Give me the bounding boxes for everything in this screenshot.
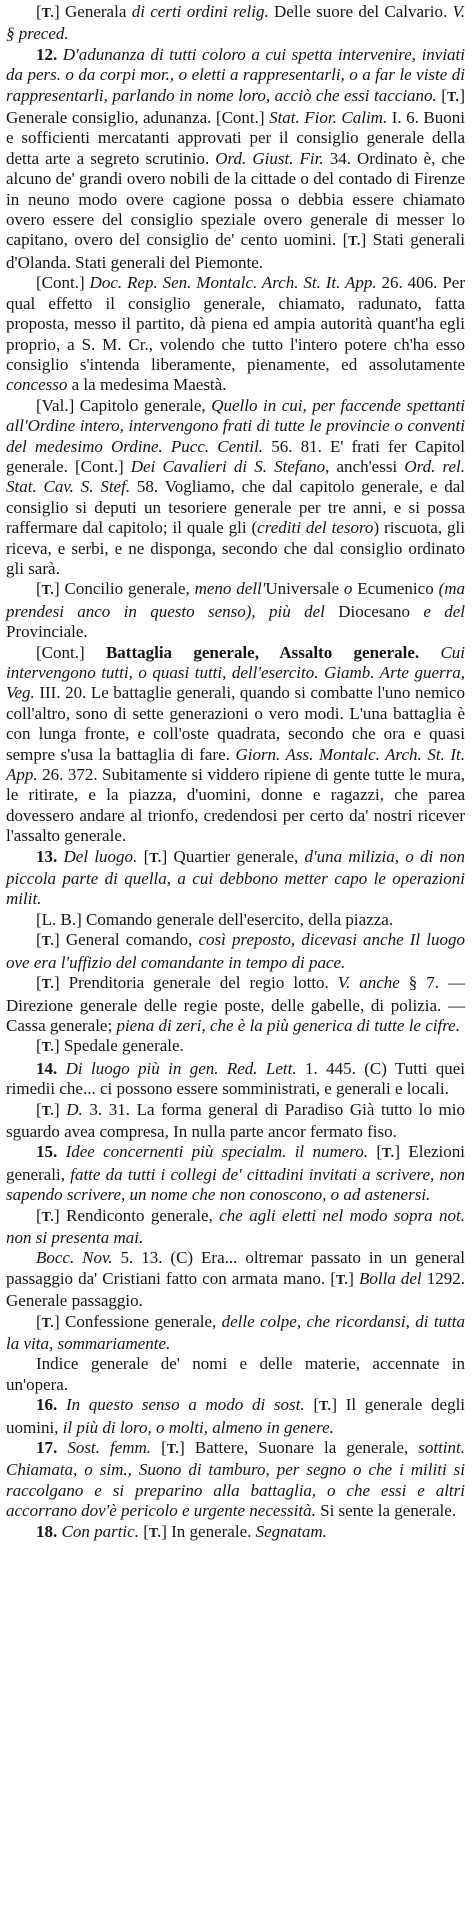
text-run: [ — [151, 1438, 167, 1458]
text-run: ] Spedale generale. — [54, 1036, 184, 1056]
text-run: ) riscuota, gli riceva, e serbi, e ne disponga, secondo che dal consiglio ordinato gli sarà. — [6, 518, 465, 578]
text-run: 26. 406. Per qual effetto il consiglio generale, chiamato, radunato, fatta proposta, messo il partito, dà piena ed ampia autorità quant'ha egli proprio, a S. M. Cr., volendo che tutto l'intero potere ch'ha esso consiglio s'intenda liberamente, pienamente, ed assolutamente — [6, 273, 465, 374]
text-run: 1292. Generale passaggio. — [6, 1268, 465, 1311]
text-run: Con partic. — [61, 1521, 139, 1541]
text-run: ] — [54, 1099, 67, 1119]
text-run: Di luogo più in gen. Red. Lett. — [65, 1058, 297, 1078]
text-run: ] Prenditoria generale del regio lotto. — [54, 973, 338, 993]
text-run: piena di zeri, che è la più generica di tutte le cifre. — [116, 1015, 460, 1035]
text-run: T. — [41, 1103, 55, 1119]
text-run: Doc. Rep. Sen. Montalc. Arch. St. It. App. — [89, 273, 377, 293]
text-run: Dei Cavalieri di S. Stefano — [130, 456, 326, 476]
text-run: Battaglia generale, Assalto generale. — [105, 642, 420, 662]
text-run: Universale — [265, 579, 344, 599]
text-run: [ — [36, 1036, 42, 1056]
text-run: [ — [304, 1395, 319, 1415]
text-run: 12. — [36, 44, 63, 64]
text-run: d'una milizia, o di non piccola parte di quella, a cui debbono metter capo le operazioni milit. — [6, 846, 465, 909]
text-run: T. — [382, 1146, 395, 1162]
text-run: [ — [36, 930, 42, 950]
text-run: crediti del tesoro — [257, 518, 374, 538]
text-run: D. — [66, 1099, 83, 1119]
text-run: Quello in cui, per faccende spettanti all'Ordine intero, intervengono frati di tutte le provincie o conventi del medesimo Ordine. Pucc. Centil. — [6, 395, 465, 456]
text-run: [ — [36, 973, 42, 993]
entry-paragraph — [6, 930, 465, 973]
text-run: 18. — [36, 1521, 62, 1541]
text-run: 34. Ordinato è, che alcuno de' grandi overo nobili de la cittade o del contado di Firenze in neuno modo overe cagione possa o debbia essere chiamato overo essere del consiglio speziale overo generale di messer lo capitano, overo del consiglio de' cento uomini. [ — [6, 148, 465, 250]
text-run: T. — [148, 1525, 162, 1541]
text-run: a la medesima Maestà. — [67, 375, 227, 395]
text-run: [ — [36, 1099, 42, 1119]
text-run: ] Elezioni generali, — [6, 1142, 465, 1184]
entry-paragraph — [6, 973, 465, 1036]
text-run: T. — [335, 1272, 349, 1288]
text-run: ] Generale consiglio, adunanza. [Cont.] — [6, 85, 465, 128]
text-run: [ — [436, 85, 447, 105]
entry-paragraph — [6, 1206, 465, 1249]
text-run: Diocesano — [324, 601, 424, 621]
text-run: 26. 372. Subitamente si viddero ripiene di gente tutte le mura, le ritirate, e la piazza, d'uomini, donne e ragazzi, che parea dovessero andare al trionfo, credendosi per certo da' nostri ricever l'assalto generale. — [6, 765, 465, 846]
text-run: [Cont.] — [36, 273, 90, 293]
text-run: 15. — [36, 1142, 66, 1162]
text-run: Bocc. Nov. — [36, 1248, 113, 1268]
text-run: T. — [41, 1209, 55, 1225]
entry-paragraph — [6, 1522, 465, 1544]
text-run: Bolla del — [358, 1268, 422, 1288]
entry-paragraph — [6, 2, 465, 45]
entry-paragraph — [6, 579, 465, 642]
text-run: ] In generale. — [161, 1521, 256, 1541]
entry-paragraph — [6, 1395, 465, 1438]
text-run: [ — [137, 846, 150, 866]
text-run: (ma prendesi anco in questo senso), più del — [6, 579, 466, 621]
text-run: così preposto, dicevasi anche Il luogo ove era l'uffizio del comandante in tempo di pace. — [6, 930, 465, 972]
text-run: [ — [138, 1521, 149, 1541]
entry-paragraph — [6, 1438, 465, 1522]
entry-paragraph — [6, 1036, 465, 1058]
text-run: [ — [368, 1142, 383, 1162]
entry-paragraph — [6, 45, 465, 273]
entry-paragraph — [6, 1248, 465, 1311]
text-run: T. — [41, 1040, 55, 1056]
text-run: Del luogo. — [63, 846, 138, 866]
text-run: D'adunanza di tutti coloro a cui spetta intervenire, inviati da pers. o da corpi mor., o eletti a rappresentarli, o a far le viste di rappresentarli, parlando in nome loro, acciò che essi tacciano. — [6, 44, 466, 105]
text-run: 14. — [36, 1058, 66, 1078]
text-run: il più di loro, o molti, almeno in genere. — [62, 1417, 334, 1437]
text-run: 3. 31. La forma general di Paradiso Già tutto lo mio sguardo avea compresa, In nulla parte ancor fermato fiso. — [6, 1099, 465, 1141]
text-run: 5. 13. (C) Era... oltremar passato in un general passaggio da' Cristiani fatto con armata mano. [ — [6, 1248, 466, 1288]
text-run: o — [343, 579, 353, 599]
text-run: In questo senso a modo di sost. — [65, 1395, 305, 1415]
text-run: ] Quartier generale, — [161, 846, 305, 866]
text-run: ] Confessione generale, — [54, 1311, 222, 1331]
text-run: ] Generala — [54, 2, 132, 21]
text-run: T. — [348, 234, 361, 250]
text-run: Provinciale. — [6, 622, 88, 642]
text-run: 58. Vogliamo, che dal capitolo generale, e dal consiglio si deputi un tesoriere generale per tre anni, e si possa raffermare dal capitolo; il quale gli ( — [6, 477, 466, 538]
text-run: di certi ordini relig. — [131, 2, 269, 21]
text-run: ] Battere, Suonare la generale, — [179, 1438, 419, 1458]
text-run: ] Rendiconto generale, — [54, 1205, 220, 1225]
text-run: T. — [41, 583, 55, 599]
text-run: Ecumenico — [352, 579, 439, 599]
dictionary-entry-body — [6, 2, 465, 1544]
text-run: [ — [36, 579, 42, 599]
text-run: I. 6. Buoni e sofficienti mercatanti approvati per il consiglio generale della detta arte a segreto scrutinio. — [6, 108, 465, 168]
text-run: fatte da tutti i collegi de' cittadini invitati a scrivere, non sapendo scrivere, un nome che non conoscono, o ad astenersi. — [6, 1164, 466, 1205]
text-run: T. — [41, 977, 55, 993]
text-run: , anch'essi — [325, 456, 405, 476]
entry-paragraph — [6, 1312, 465, 1355]
text-run: T. — [318, 1399, 332, 1415]
entry-paragraph — [6, 396, 465, 580]
text-run: T. — [166, 1442, 180, 1458]
text-run: T. — [41, 1315, 55, 1331]
text-run: 17. — [36, 1438, 68, 1458]
text-run: meno dell' — [194, 579, 266, 599]
text-run: [Val.] Capitolo generale, — [36, 395, 212, 415]
text-run: Idee concernenti più specialm. il numero. — [65, 1142, 369, 1162]
text-run: ] Stati generali d'Olanda. Stati generali del Piemonte. — [6, 230, 465, 272]
text-run: Indice generale de' nomi e delle materie, accennate in un'opera. — [6, 1354, 465, 1394]
text-run: 1. 445. (C) Tutti quei rimedii che... ci possono essere somministrati, e generali e locali. — [6, 1058, 465, 1099]
text-run: Giorn. Ass. Montalc. Arch. St. It. App. — [6, 744, 465, 785]
entry-paragraph — [6, 1142, 465, 1205]
text-run: che agli eletti nel modo sopra not. non si presenta mai. — [6, 1205, 465, 1247]
text-run: ] — [348, 1268, 359, 1288]
text-run: [ — [36, 1205, 42, 1225]
text-run: T. — [149, 850, 162, 866]
text-run: [Cont.] — [36, 642, 106, 662]
text-run — [419, 643, 440, 662]
entry-paragraph — [6, 1354, 465, 1395]
text-run: Cui intervengono tutti, o quasi tutti, dell'esercito. Giamb. Arte guerra, Veg. — [6, 642, 466, 703]
text-run: 13. — [36, 846, 64, 866]
text-run: V. § preced. — [6, 2, 465, 44]
text-run: Segnatam. — [255, 1521, 327, 1541]
text-run: T. — [41, 934, 55, 950]
text-run: 56. 81. E' frati fer Capitol generale. [Cont.] — [6, 436, 465, 476]
text-run: T. — [446, 89, 460, 105]
text-run: V. anche — [337, 973, 400, 993]
entry-paragraph — [6, 1100, 465, 1143]
text-run: ] Concilio generale, — [54, 579, 195, 599]
text-run: T. — [41, 6, 55, 21]
entry-paragraph — [6, 847, 465, 910]
text-run: delle colpe, che ricordansi, di tutta la vita, sommariamente. — [6, 1311, 465, 1353]
text-run: [ — [36, 2, 42, 21]
entry-paragraph — [6, 910, 465, 930]
text-run: sottint. Chiamata, o sim., Suono di tamburo, per segno o che i militi si raccolgano e si preparino alla battaglia, o che essi e altri accorrano dov'è pericolo e urgente necessità. — [6, 1438, 465, 1521]
entry-paragraph — [6, 643, 465, 847]
text-run: Sost. femm. — [67, 1438, 152, 1458]
text-run: ] Il generale degli uomini, — [6, 1395, 466, 1437]
text-run: Delle suore del Calvario. — [268, 2, 453, 21]
text-run: ] General comando, — [54, 930, 199, 950]
text-run: III. 20. Le battaglie generali, quando si combatte l'uno nemico coll'altro, sono di sette generazioni o vero modi. L'una battaglia è con lunga fronte, e coll'oste quadrata, secondo che ora e quasi sempre s'usa la battaglia di fare. — [6, 683, 465, 764]
text-run: concesso — [6, 375, 68, 395]
text-run: Si sente la generale. — [315, 1501, 457, 1521]
text-run: [L. B.] Comando generale dell'esercito, della piazza. — [36, 909, 394, 929]
entry-paragraph — [6, 273, 465, 395]
text-run: Ord. Giust. Fir. — [215, 148, 324, 168]
text-run: 16. — [36, 1395, 66, 1415]
text-run: § 7. — Direzione generale delle regie poste, delle gabelle, di polizia. — Cassa generale; — [6, 973, 465, 1035]
entry-paragraph — [6, 1059, 465, 1100]
text-run: Ord. rel. Stat. Cav. S. Stef. — [6, 456, 465, 497]
text-run: e del — [423, 601, 465, 621]
text-run: Stat. Fior. Calim. — [269, 108, 388, 128]
text-run: [ — [36, 1311, 42, 1331]
